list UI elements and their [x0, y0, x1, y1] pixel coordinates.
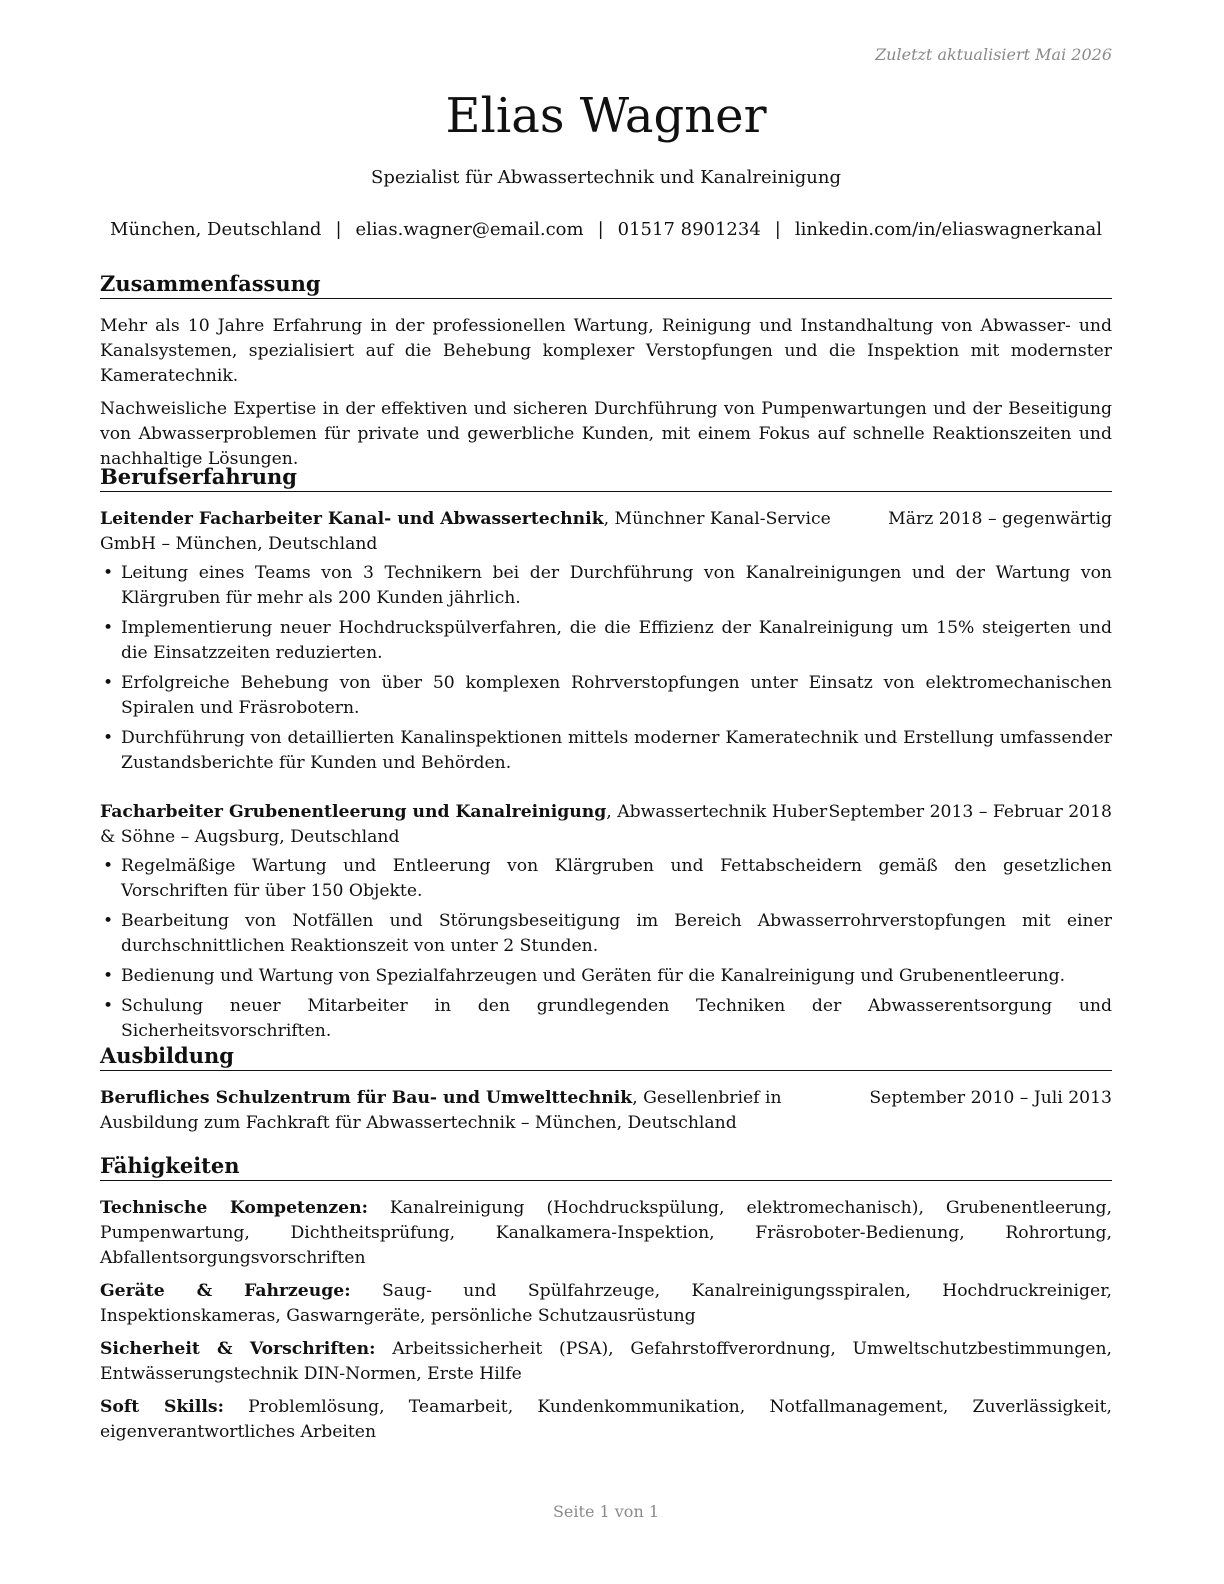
education-entry	[100, 1086, 1112, 1136]
job-bullet-list	[100, 561, 1112, 776]
skill-text: Arbeitssicherheit (PSA), Gefahrstoffverordnung, Umweltschutzbestimmungen, Entwässerungstechnik DIN-Normen, Erste Hilfe	[100, 1339, 1112, 1384]
skill-label: Soft Skills:	[100, 1397, 224, 1417]
skill-text: Saug- und Spülfahrzeuge, Kanalreinigungsspiralen, Hochdruckreiniger, Inspektionskameras, Gaswarngeräte, persönliche Schutzausrüstung	[100, 1281, 1112, 1326]
candidate-subtitle: Spezialist für Abwassertechnik und Kanalreinigung	[371, 167, 841, 188]
skill-group	[100, 1196, 1112, 1271]
skill-label: Sicherheit & Vorschriften:	[100, 1339, 376, 1359]
job-header	[100, 800, 1112, 850]
skill-group	[100, 1337, 1112, 1387]
contact-separator: |	[335, 219, 342, 240]
bullet-text: Durchführung von detaillierten Kanalinspektionen mittels moderner Kameratechnik und Erstellung umfassender Zustandsberichte für Kunden und Behörden.	[121, 728, 1112, 773]
skill-group	[100, 1279, 1112, 1329]
list-item	[100, 909, 1112, 959]
bullet-text: Bearbeitung von Notfällen und Störungsbeseitigung im Bereich Abwasserrohrverstopfungen mit einer durchschnittlichen Reaktionszeit von unter 2 Stunden.	[121, 911, 1112, 956]
contact-linkedin[interactable]: linkedin.com/in/eliaswagnerkanal	[794, 219, 1102, 240]
job-title-line	[100, 507, 880, 557]
job-title: Facharbeiter Grubenentleerung und Kanalreinigung	[100, 802, 607, 822]
contact-email[interactable]: elias.wagner@email.com	[355, 219, 584, 240]
list-item	[100, 616, 1112, 666]
section-heading-skills: Fähigkeiten	[100, 1152, 1112, 1181]
list-item	[100, 854, 1112, 904]
education-degree: , Gesellenbrief in Ausbildung zum Fachkraft für Abwassertechnik – München, Deutschland	[100, 1088, 782, 1133]
job-company: , Münchner Kanal-Service GmbH – München, Deutschland	[100, 509, 831, 554]
bullet-icon: •	[103, 911, 114, 931]
bullet-text: Erfolgreiche Behebung von über 50 komplexen Rohrverstopfungen unter Einsatz von elektromechanischen Spiralen und Fräsrobotern.	[121, 673, 1112, 718]
job-title-line	[100, 800, 828, 850]
bullet-icon: •	[103, 966, 114, 986]
job-bullet-list	[100, 854, 1112, 1044]
job-title: Leitender Facharbeiter Kanal- und Abwassertechnik	[100, 509, 604, 529]
job-entry	[100, 800, 1112, 1049]
job-company: , Abwassertechnik Huber & Söhne – Augsburg, Deutschland	[100, 802, 828, 847]
bullet-icon: •	[103, 618, 114, 638]
summary-paragraph: Mehr als 10 Jahre Erfahrung in der professionellen Wartung, Reinigung und Instandhaltung von Abwasser- und Kanalsystemen, spezialisiert auf die Behebung komplexer Verstopfungen und die Inspektion mit modernster Kameratechnik.	[100, 316, 1112, 386]
bullet-text: Implementierung neuer Hochdruckspülverfahren, die die Effizienz der Kanalreinigung um 15% steigerten und die Einsatzzeiten reduzierten.	[121, 618, 1112, 663]
bullet-icon: •	[103, 673, 114, 693]
summary-block	[100, 314, 1112, 480]
section-heading-education: Ausbildung	[100, 1042, 1112, 1071]
resume-page	[100, 0, 1112, 1584]
contact-location: München, Deutschland	[110, 219, 322, 240]
list-item	[100, 671, 1112, 721]
education-header	[100, 1086, 1112, 1136]
section-heading-summary: Zusammenfassung	[100, 270, 1112, 299]
job-header	[100, 507, 1112, 557]
skill-label: Technische Kompetenzen:	[100, 1198, 368, 1218]
contact-separator: |	[597, 219, 604, 240]
contact-line	[100, 219, 1112, 240]
bullet-text: Regelmäßige Wartung und Entleerung von Klärgruben und Fettabscheidern gemäß den gesetzlichen Vorschriften für über 150 Objekte.	[121, 856, 1112, 901]
education-school: Berufliches Schulzentrum für Bau- und Umwelttechnik	[100, 1088, 633, 1108]
job-dates: September 2013 – Februar 2018	[828, 802, 1112, 822]
last-updated-note: Zuletzt aktualisiert Mai 2026	[875, 45, 1112, 64]
education-line	[100, 1086, 869, 1136]
skill-group	[100, 1395, 1112, 1445]
job-entry	[100, 507, 1112, 781]
summary-paragraph: Nachweisliche Expertise in der effektiven und sicheren Durchführung von Pumpenwartungen und der Beseitigung von Abwasserproblemen für private und gewerbliche Kunden, mit einem Fokus auf schnelle Reaktionszeiten und nachhaltige Lösungen.	[100, 399, 1112, 469]
bullet-text: Schulung neuer Mitarbeiter in den grundlegenden Techniken der Abwasserentsorgung und Sicherheitsvorschriften.	[121, 996, 1112, 1041]
section-heading-experience: Berufserfahrung	[100, 463, 1112, 492]
bullet-icon: •	[103, 996, 114, 1016]
skill-label: Geräte & Fahrzeuge:	[100, 1281, 351, 1301]
skill-text: Problemlösung, Teamarbeit, Kundenkommunikation, Notfallmanagement, Zuverlässigkeit, eigenverantwortliches Arbeiten	[100, 1397, 1112, 1442]
bullet-icon: •	[103, 856, 114, 876]
bullet-text: Bedienung und Wartung von Spezialfahrzeugen und Geräten für die Kanalreinigung und Grubenentleerung.	[121, 966, 1066, 986]
contact-phone[interactable]: 01517 8901234	[617, 219, 761, 240]
list-item	[100, 994, 1112, 1044]
list-item	[100, 964, 1112, 989]
list-item	[100, 561, 1112, 611]
bullet-icon: •	[103, 728, 114, 748]
contact-separator: |	[774, 219, 781, 240]
page-footer: Seite 1 von 1	[552, 1502, 660, 1521]
skills-block	[100, 1196, 1112, 1453]
bullet-text: Leitung eines Teams von 3 Technikern bei der Durchführung von Kanalreinigungen und der Wartung von Klärgruben für mehr als 200 Kunden jährlich.	[121, 563, 1112, 608]
list-item	[100, 726, 1112, 776]
skill-text: Kanalreinigung (Hochdruckspülung, elektromechanisch), Grubenentleerung, Pumpenwartung, Dichtheitsprüfung, Kanalkamera-Inspektion, Fräsroboter-Bedienung, Rohrortung, Abfallentsorgungsvorschriften	[100, 1198, 1112, 1268]
education-dates: September 2010 – Juli 2013	[869, 1088, 1112, 1108]
bullet-icon: •	[103, 563, 114, 583]
job-dates: März 2018 – gegenwärtig	[888, 509, 1112, 529]
candidate-name: Elias Wagner	[445, 88, 767, 144]
